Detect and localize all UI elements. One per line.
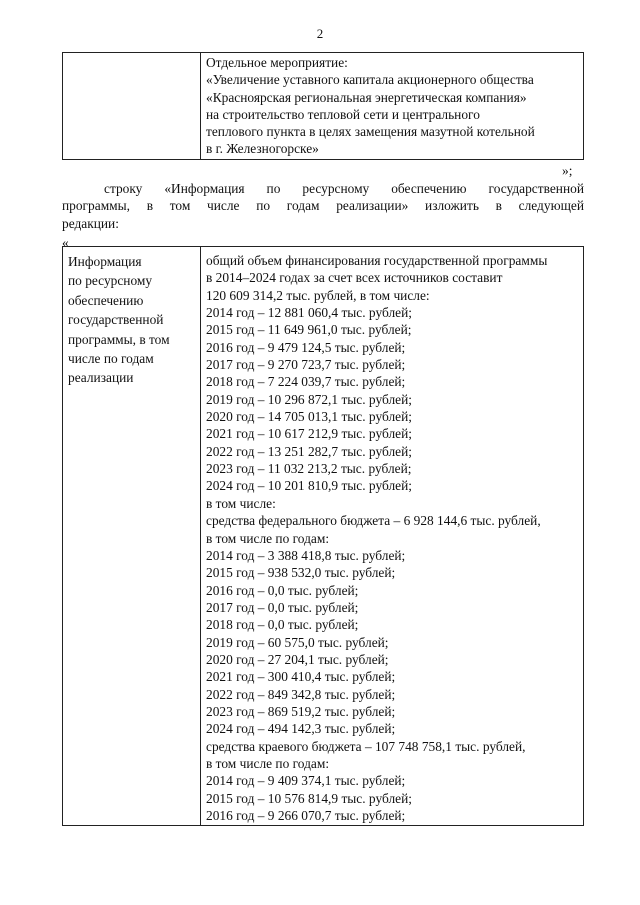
funding-line: 2022 год – 849 342,8 тыс. рублей; — [206, 686, 396, 702]
funding-line: в том числе по годам: — [206, 755, 330, 771]
funding-line: 120 609 314,2 тыс. рублей, в том числе: — [206, 287, 430, 303]
funding-line: 2020 год – 27 204,1 тыс. рублей; — [206, 651, 389, 667]
page-number: 2 — [316, 26, 324, 41]
funding-line: в том числе по годам: — [206, 530, 330, 546]
top-table — [62, 52, 584, 160]
funding-line: 2014 год – 3 388 418,8 тыс. рублей; — [206, 547, 406, 563]
funding-line: 2017 год – 0,0 тыс. рублей; — [206, 599, 359, 615]
label-line: обеспечению — [68, 292, 144, 308]
label-line: по ресурсному — [68, 273, 153, 289]
table-row — [63, 247, 584, 826]
funding-line: общий объем финансирования государственной программы — [206, 253, 548, 268]
funding-line: 2022 год – 13 251 282,7 тыс. рублей; — [206, 443, 412, 459]
instruction-paragraph — [62, 180, 584, 232]
text-line: строку «Информация по ресурсному обеспечению государственной — [104, 181, 584, 196]
funding-line: 2014 год – 9 409 374,1 тыс. рублей; — [206, 773, 406, 789]
closing-quote: »; — [562, 163, 573, 178]
funding-line: 2017 год – 9 270 723,7 тыс. рублей; — [206, 357, 406, 373]
funding-line: 2023 год – 11 032 213,2 тыс. рублей; — [206, 461, 412, 477]
funding-text-cell — [201, 247, 584, 826]
table-row — [63, 53, 584, 160]
label-line: реализации — [68, 370, 134, 386]
funding-line: 2015 год – 938 532,0 тыс. рублей; — [206, 565, 396, 581]
funding-line: 2024 год – 494 142,3 тыс. рублей; — [206, 721, 396, 737]
funding-line: 2023 год – 869 519,2 тыс. рублей; — [206, 703, 396, 719]
funding-line: 2015 год – 10 576 814,9 тыс. рублей; — [206, 790, 412, 806]
text-line: программы, в том числе по годам реализации» изложить в следующей — [62, 198, 584, 214]
funding-line: 2020 год – 14 705 013,1 тыс. рублей; — [206, 409, 412, 425]
funding-line: 2021 год – 10 617 212,9 тыс. рублей; — [206, 426, 412, 442]
text-line: на строительство тепловой сети и центрального — [206, 106, 480, 122]
funding-line: 2014 год – 12 881 060,4 тыс. рублей; — [206, 305, 412, 321]
funding-line: 2019 год – 60 575,0 тыс. рублей; — [206, 634, 389, 650]
text-line: редакции: — [62, 215, 119, 231]
resource-table — [62, 246, 584, 826]
funding-line: средства краевого бюджета – 107 748 758,1 тыс. рублей, — [206, 738, 526, 754]
funding-line: в 2014–2024 годах за счет всех источников составит — [206, 270, 503, 286]
funding-line: 2018 год – 7 224 039,7 тыс. рублей; — [206, 374, 406, 390]
funding-line: 2016 год – 9 479 124,5 тыс. рублей; — [206, 339, 406, 355]
funding-line: 2015 год – 11 649 961,0 тыс. рублей; — [206, 322, 412, 338]
label-line: Информация — [68, 254, 142, 269]
funding-line: 2018 год – 0,0 тыс. рублей; — [206, 617, 359, 633]
funding-line: средства федерального бюджета – 6 928 144,6 тыс. рублей, — [206, 513, 541, 529]
funding-line: 2016 год – 0,0 тыс. рублей; — [206, 582, 359, 598]
text-line: Отдельное мероприятие: — [206, 55, 348, 70]
label-line: числе по годам — [68, 351, 154, 367]
funding-line: 2016 год – 9 266 070,7 тыс. рублей; — [206, 808, 406, 823]
opening-quote: « — [62, 235, 69, 250]
funding-line: 2024 год – 10 201 810,9 тыс. рублей; — [206, 478, 412, 494]
funding-line: 2019 год – 10 296 872,1 тыс. рублей; — [206, 391, 412, 407]
text-line: теплового пункта в целях замещения мазутной котельной — [206, 124, 535, 140]
funding-line: в том числе: — [206, 495, 276, 511]
row-label-cell — [63, 247, 201, 826]
label-line: программы, в том — [68, 331, 170, 347]
text-line: «Красноярская региональная энергетическая компания» — [206, 89, 527, 105]
text-line: в г. Железногорске» — [206, 141, 319, 157]
label-line: государственной — [68, 312, 164, 328]
funding-line: 2021 год – 300 410,4 тыс. рублей; — [206, 669, 396, 685]
table-cell-text — [201, 53, 584, 160]
text-line: «Увеличение уставного капитала акционерного общества — [206, 72, 534, 88]
table-cell-empty — [63, 53, 201, 160]
